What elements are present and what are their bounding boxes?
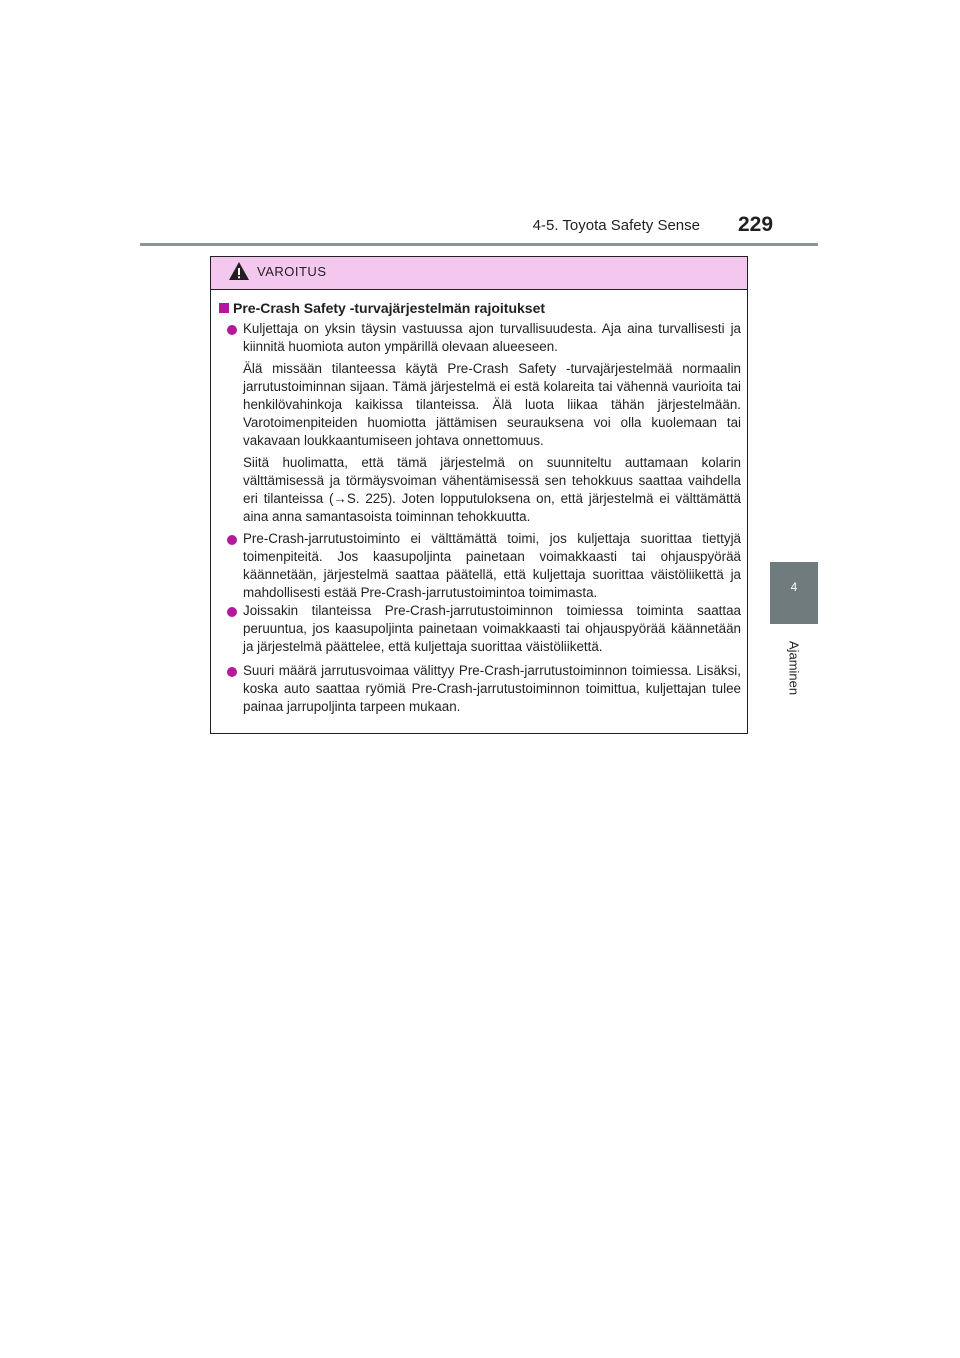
section-heading [219, 299, 545, 317]
square-bullet-icon [219, 303, 229, 313]
warning-triangle-icon [228, 260, 250, 282]
header-divider [140, 243, 818, 246]
paragraph: Suuri määrä jarrutusvoimaa välittyy Pre-Crash-jarrutustoiminnon toimiessa. Lisäksi, koska auto saattaa ryömiä Pre-Crash-jarrutustoiminnon toimittua, kuljettajan tulee painaa jarrupoljinta tarpeen mukaan. [243, 663, 741, 714]
bullet-dot-icon [227, 325, 237, 335]
warning-box [210, 256, 748, 734]
page-number: 229 [738, 213, 774, 236]
warning-title: VAROITUS [257, 264, 327, 279]
chapter-label: Ajaminen [786, 640, 802, 696]
paragraph: Pre-Crash-jarrutustoiminto ei välttämättä toimi, jos kuljettaja suorittaa tiettyjä toimenpiteitä. Jos kaasupoljinta painetaan voimakkaasti tai ohjauspyörää käännetään, järjestelmä saattaa päätellä, että kuljettaja suorittaa väistöliikettä ja mahdollisesti estää Pre-Crash-jarrutustoimintoa toimimasta. [243, 531, 741, 600]
bullet-dot-icon [227, 535, 237, 545]
bullet-dot-icon [227, 607, 237, 617]
paragraph: Älä missään tilanteessa käytä Pre-Crash Safety -turvajärjestelmää normaalin jarrutustoiminnan sijaan. Tämä järjestelmä ei estä kolareita tai vähennä vaurioita tai henkilövahinkoja kaikissa tilanteissa. Älä luota liikaa tähän järjestelmään. Varotoimenpiteiden huomiotta jättämisen seurauksena voi olla kuolemaan tai vakavaan loukkaantumiseen johtava onnettomuus. [243, 361, 741, 448]
paragraph: Joissakin tilanteissa Pre-Crash-jarrutustoiminnon toimiessa toiminta saattaa peruuntua, jos kaasupoljinta painetaan voimakkaasti tai ohjauspyörää käännetään ja järjestelmä päättelee, että kuljettaja suorittaa väistöliikettä. [243, 603, 741, 654]
section-heading-text: Pre-Crash Safety -turvajärjestelmän rajoitukset [233, 300, 546, 316]
bullet-dot-icon [227, 667, 237, 677]
chapter-tab [770, 562, 818, 624]
chapter-number: 4 [790, 580, 798, 594]
paragraph: Kuljettaja on yksin täysin vastuussa ajon turvallisuudesta. Aja aina turvallisesti ja kiinnitä huomiota auton ympärillä olevaan alueeseen. [243, 321, 741, 354]
paragraph: Siitä huolimatta, että tämä järjestelmä on suunniteltu auttamaan kolarin välttämisessä ja törmäysvoiman vähentämisessä sen tehokkuus saattaa vaihdella eri tilanteissa (→S. 225). Joten lopputuloksena on, että järjestelmä ei välttämättä aina anna samantasoista toiminnan tehokkuutta. [243, 455, 741, 524]
page-section-title: 4-5. Toyota Safety Sense [532, 217, 700, 234]
warning-header [211, 257, 747, 290]
